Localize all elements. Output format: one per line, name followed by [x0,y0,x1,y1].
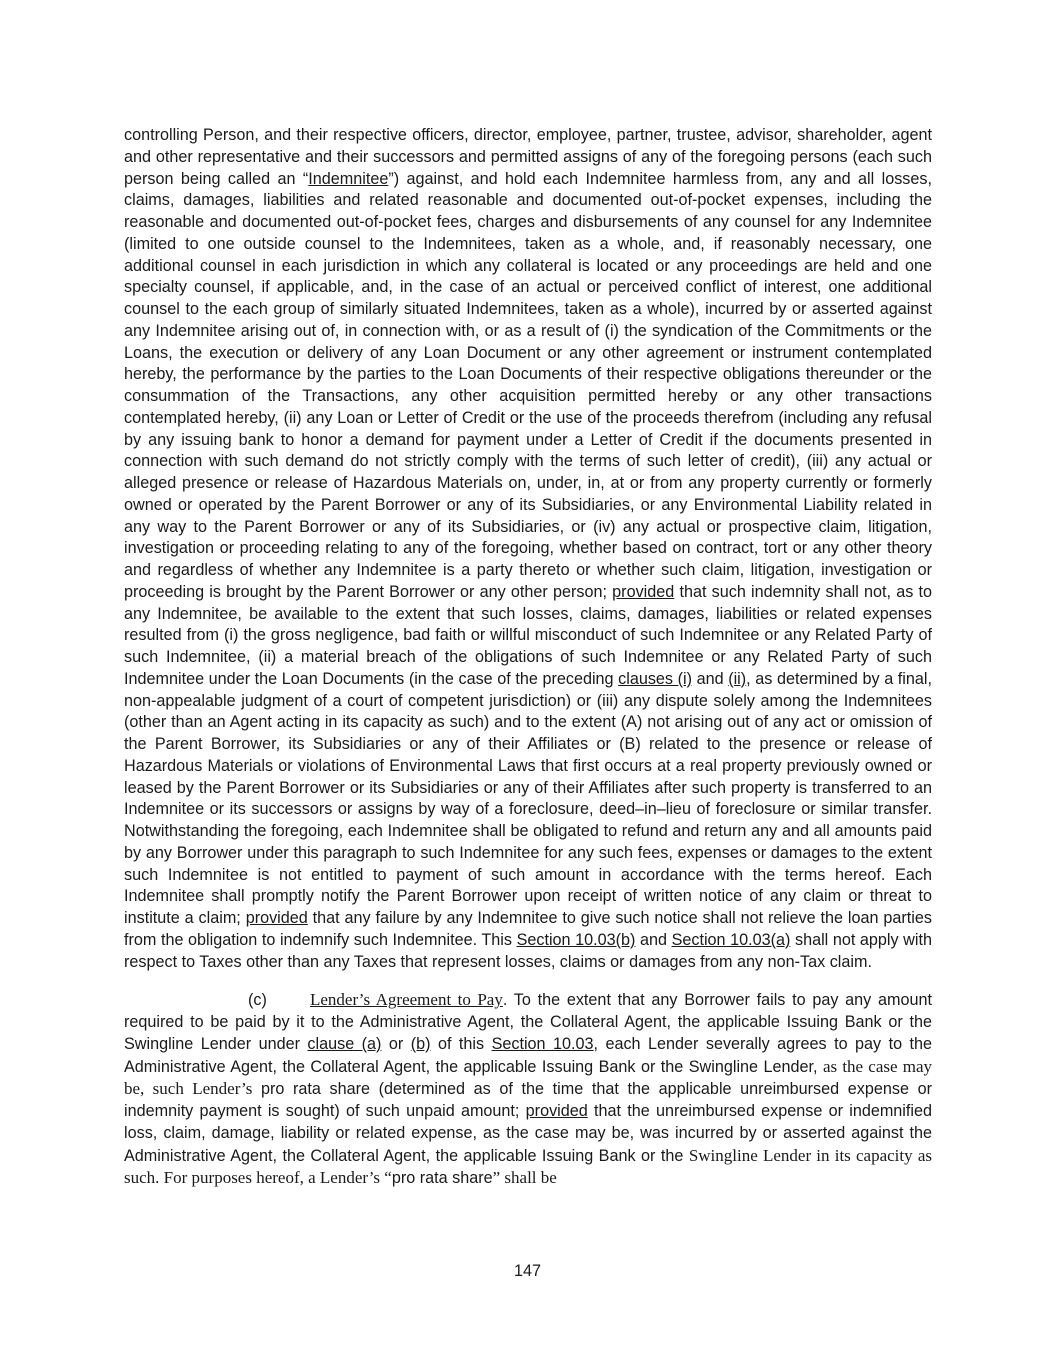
defined-term-indemnitee: Indemnitee [308,169,389,188]
text-run: of this [430,1034,492,1053]
text-run: and [635,930,672,949]
text-run: that the unreimbursed expense or indemnified loss, claim, damage, liability or related expense, as the case may be, was incurred by or asserted against the Administrative Agent, the Collateral Agent, the applicable Issuing Bank or the [124,1102,933,1165]
section-reference: Section 10.03 [491,1034,594,1053]
clause-reference: (ii) [728,669,747,688]
underlined-provided: provided [525,1102,588,1120]
document-body [124,125,932,1190]
text-run: controlling Person, and their respective officers, director, employee, partner, trustee, advisor, shareholder, agent and other representative and their successors and permitted assigns of any of the foregoing persons (each such person being called an “ [124,126,932,188]
text-run: , as determined by a final, non-appealable judgment of a court of competent jurisdiction) or (iii) any dispute solely among the Indemnitees (other than an Agent acting in its capacity as such) and to the extent (A) not arising out of any act or omission of the Parent Borrower, its Subsidiaries or any of their Affiliates or (B) related to the presence or release of Hazardous Materials or violations of Environmental Laws that first occurs at a real property previously owned or leased by the Parent Borrower or its Subsidiaries or any of their Affiliates after such property is transferred to an Indemnitee or its successors or assigns by way of a foreclosure, deed–in–lieu of foreclosure or similar transfer. Notwithstanding the foregoing, each Indemnitee shall be obligated to refund and return any and all amounts paid by any Borrower under this paragraph to such Indemnitee for any such fees, expenses or damages to the extent such Indemnitee is not entitled to payment of such amount in accordance with the terms hereof. Each Indemnitee shall promptly notify the Parent Borrower upon receipt of written notice of any claim or threat to institute a claim; [124,669,932,927]
text-run: that such indemnity shall not, as to any Indemnitee, be available to the extent that such losses, claims, damages, liabilities or related expenses resulted from (i) the gross negligence, bad faith or willful misconduct of such Indemnitee or any Related Party of such Indemnitee, (ii) a material breach of the obligations of such Indemnitee or any Related Party of such Indemnitee under the Loan Documents (in the case of the preceding [124,582,932,688]
underlined-provided: provided [245,909,308,927]
text-run: pro rata share (determined as of the time that the applicable unreimbursed expense or indemnity payment is sought) of such unpaid amount; [124,1080,933,1120]
text-run: ”) against, and hold each Indemnitee harmless from, any and all losses, claims, damages, liabilities and related reasonable and documented out-of-pocket expenses, including the reasonable and documented out-of-pocket fees, charges and disbursements of any counsel for any Indemnitee (limited to one outside counsel to the Indemnitees, taken as a whole, and, if reasonably necessary, one additional counsel in each jurisdiction in which any collateral is located or any proceedings are held and one specialty counsel, if applicable, and, in the case of an actual or perceived conflict of interest, one additional counsel to the each group of similarly situated Indemnitees, taken as a whole), incurred by or asserted against any Indemnitee arising out of, in connection with, or as a result of (i) the syndication of the Commitments or the Loans, the execution or delivery of any Loan Document or any other agreement or instrument contemplated hereby, the performance by the parties to the Loan Documents of their respective obligations thereunder or the consummation of the Transactions, any other acquisition permitted hereby or any other transactions contemplated hereby, (ii) any Loan or Letter of Credit or the use of the proceeds therefrom (including any refusal by any issuing bank to honor a demand for payment under a Letter of Credit if the documents presented in connection with such demand do not strictly comply with the terms of such letter of credit), (iii) any actual or alleged presence or release of Hazardous Materials on, under, in, at or from any property currently or formerly owned or operated by the Parent Borrower or any of its Subsidiaries, or any Environmental Liability related in any way to the Parent Borrower or any of its Subsidiaries, or (iv) any actual or prospective claim, litigation, investigation or proceeding relating to any of the foregoing, whether based on contract, tort or any other theory and regardless of whether any Indemnitee is a party thereto or whether such claim, litigation, investigation or proceeding is brought by the Parent Borrower or any other person; [124,169,932,601]
indemnification-paragraph [124,125,932,973]
underlined-provided: provided [612,582,675,601]
page-number: 147 [513,1262,541,1280]
text-run: pro rata share [391,1169,493,1188]
text-run: shall not apply with respect to Taxes other than any Taxes that represent losses, claims or damages from any non-Tax claim. [124,930,932,971]
text-run-serif: Swingline Lender in its capacity as such. For purposes hereof, a Lender’s “ [124,1145,932,1188]
lenders-agreement-paragraph [124,989,932,1190]
clause-reference: clause (a) [307,1034,382,1053]
text-run: . To the extent that any Borrower fails to pay any amount required to be paid by it to the Administrative Agent, the Collateral Agent, the applicable Issuing Bank or the Swingline Lender under [124,991,932,1053]
text-run-serif: ” shall be [492,1168,557,1188]
section-reference: Section 10.03(a) [671,930,791,949]
text-run: and [692,669,729,688]
text-run-serif: as the case may be, such Lender’s [124,1056,933,1099]
text-run: , each Lender severally agrees to pay to the Administrative Agent, the Collateral Agent, the applicable Issuing Bank or the Swingline Lender, [124,1034,933,1076]
section-reference: Section 10.03(b) [516,930,636,949]
clause-label: (c) [248,991,267,1010]
text-run: or [381,1034,411,1053]
text-run: that any failure by any Indemnitee to give such notice shall not relieve the loan parties from the obligation to indemnify such Indemnitee. This [124,909,932,949]
clause-heading: Lender’s Agreement to Pay [310,990,503,1010]
clause-reference: (b) [410,1034,431,1053]
clause-reference: clauses (i) [618,669,692,688]
